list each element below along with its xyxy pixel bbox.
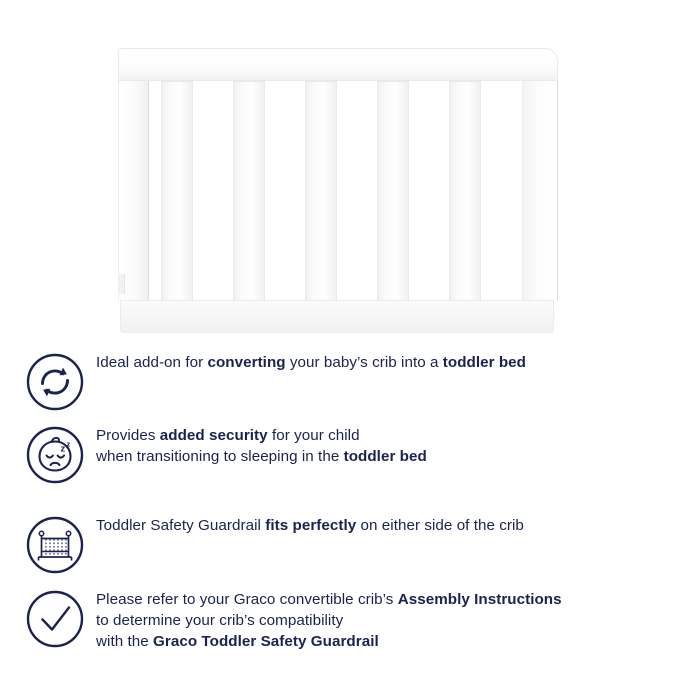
feature-text-line [96, 425, 656, 446]
crib-icon [25, 515, 85, 575]
feature-text-segment: Toddler Safety Guardrail [96, 517, 266, 534]
feature-text-line [96, 589, 656, 610]
feature-text-emphasis: toddler bed [343, 448, 427, 465]
feature-text [96, 352, 656, 373]
feature-text-line [96, 352, 656, 373]
feature-text-emphasis: fits perfectly [265, 517, 357, 534]
feature-text [96, 589, 656, 652]
feature-text-segment: Please refer to your Graco convertible crib’s [96, 591, 398, 608]
feature-text-segment: Ideal add-on for [96, 354, 208, 371]
guardrail-left-notch [119, 274, 125, 294]
feature-text-line [96, 515, 656, 536]
feature-text-segment: for your child [267, 427, 360, 444]
feature-text-segment: on either side of the crib [356, 517, 524, 534]
feature-text-segment: your baby’s crib into a [285, 354, 443, 371]
guardrail-slat [449, 81, 481, 302]
feature-text [96, 515, 656, 536]
guardrail-slat [161, 81, 193, 302]
feature-text-emphasis: added security [159, 427, 268, 444]
checkmark-icon [25, 589, 85, 649]
guardrail-left-post [118, 81, 149, 301]
feature-text-segment: when transitioning to sleeping in the [96, 448, 344, 465]
feature-text-segment: with the [96, 633, 154, 650]
guardrail-top-rail [118, 48, 558, 81]
feature-text-segment: to determine your crib’s compatibility [96, 612, 344, 629]
feature-text-emphasis: toddler bed [442, 354, 527, 371]
feature-text [96, 425, 656, 467]
guardrail-slat [377, 81, 409, 302]
convert-arrows-icon [25, 352, 85, 412]
feature-text-line [96, 610, 656, 631]
feature-text-segment: Provides [96, 427, 160, 444]
guardrail-slat [305, 81, 337, 302]
feature-text-emphasis: Graco Toddler Safety Guardrail [153, 633, 379, 650]
feature-text-line [96, 446, 656, 467]
guardrail-slat [233, 81, 265, 302]
sleeping-baby-icon [25, 425, 85, 485]
guardrail-illustration [118, 48, 558, 333]
guardrail-right-post [522, 81, 558, 301]
guardrail-bottom-rail [120, 300, 554, 333]
feature-text-emphasis: Assembly Instructions [397, 591, 562, 608]
feature-text-line [96, 631, 656, 652]
feature-text-emphasis: converting [207, 354, 286, 371]
